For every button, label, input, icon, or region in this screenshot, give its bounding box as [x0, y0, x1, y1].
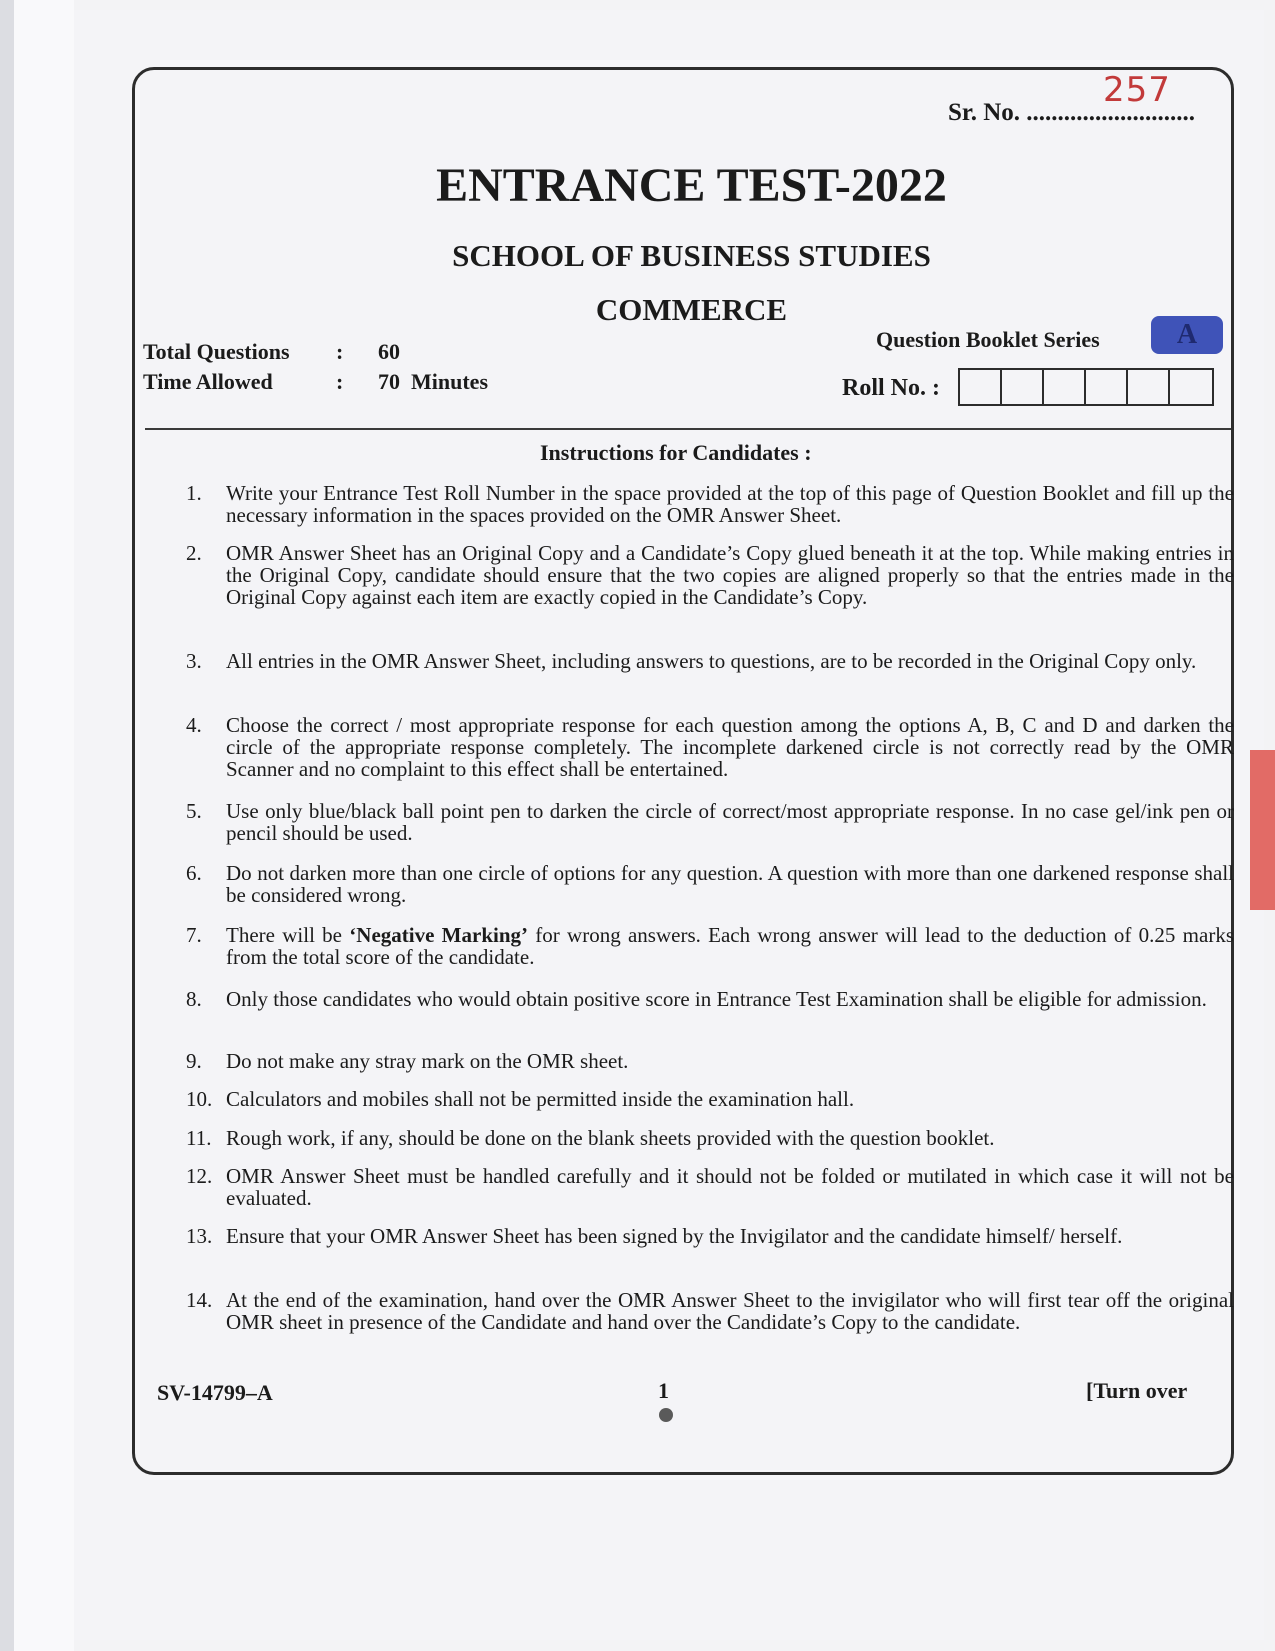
roll-number-boxes — [958, 368, 1214, 406]
instruction-item: 2. OMR Answer Sheet has an Original Copy and a Candidate’s Copy glued beneath it at the top. While making entries in the Original Copy, candidate should ensure that the two copies are aligned properly so that the entries made in the Original Copy against each item are exactly copied in the Candidate’s Copy. — [186, 541, 1234, 609]
turn-over-note: [Turn over — [1086, 1378, 1188, 1403]
instruction-item: 9. Do not make any stray mark on the OMR sheet. — [186, 1049, 629, 1073]
subject-name: COMMERCE — [595, 292, 788, 327]
instruction-item: 14. At the end of the examination, hand over the OMR Answer Sheet to the invigilator who will first tear off the original OMR sheet in presence of the Candidate and hand over the Candidate’s Copy to the candidate. — [186, 1288, 1234, 1334]
time-allowed-separator: : — [336, 369, 344, 394]
negative-marking-emphasis: ‘Negative Marking’ — [349, 923, 529, 947]
header-divider — [145, 428, 1231, 430]
serial-number-value: 257 — [1103, 70, 1171, 110]
booklet-series-badge: A — [1151, 316, 1223, 354]
roll-box — [1128, 370, 1170, 404]
instruction-item: 8. Only those candidates who would obtain positive score in Entrance Test Examination shall be eligible for admission. — [186, 987, 1207, 1011]
instruction-item: 5. Use only blue/black ball point pen to darken the circle of correct/most appropriate response. In no case gel/ink pen or pencil should be used. — [186, 799, 1234, 845]
instruction-item: 4. Choose the correct / most appropriate response for each question among the options A, B, C and D and darken the circle of the appropriate response completely. The incomplete darkened circle is not correctly read by the OMR Scanner and no complaint to this effect shall be entertained. — [186, 713, 1234, 781]
roll-number-label: Roll No. : — [842, 375, 940, 401]
red-tab-marker — [1250, 750, 1275, 910]
roll-box — [1002, 370, 1044, 404]
instruction-item: 3. All entries in the OMR Answer Sheet, including answers to questions, are to be recorded in the Original Copy only. — [186, 649, 1197, 673]
punch-mark — [659, 1408, 673, 1422]
instruction-item: 13. Ensure that your OMR Answer Sheet has been signed by the Invigilator and the candidate himself/ herself. — [186, 1224, 1123, 1248]
roll-box — [1086, 370, 1128, 404]
instruction-item: 1. Write your Entrance Test Roll Number in the space provided at the top of this page of Question Booklet and fill up the necessary information in the spaces provided on the OMR Answer Sheet. — [186, 481, 1234, 527]
negative-marking-text: There will be ‘Negative Marking’ for wrong answers. Each wrong answer will lead to the deduction of 0.25 marks from the total score of the candidate. — [226, 923, 1234, 969]
roll-box — [960, 370, 1002, 404]
roll-box — [1044, 370, 1086, 404]
page-title: ENTRANCE TEST-2022 — [436, 159, 947, 212]
instructions-heading: Instructions for Candidates : — [540, 440, 812, 465]
roll-box — [1170, 370, 1212, 404]
page-number: 1 — [658, 1378, 669, 1403]
total-questions-value: 60 — [378, 339, 400, 364]
scan-edge — [0, 0, 14, 1651]
instruction-item: 12. OMR Answer Sheet must be handled carefully and it should not be folded or mutilated in which case it will not be evaluated. — [186, 1164, 1234, 1210]
time-allowed-label: Time Allowed — [143, 369, 273, 394]
school-name: SCHOOL OF BUSINESS STUDIES — [452, 238, 931, 273]
instruction-item: 7. There will be ‘Negative Marking’ for wrong answers. Each wrong answer will lead to the deduction of 0.25 marks from the total score of the candidate. — [186, 924, 1234, 988]
instruction-item: 6. Do not darken more than one circle of options for any question. A question with more than one darkened response shall be considered wrong. — [186, 861, 1234, 907]
total-questions-separator: : — [336, 339, 344, 364]
total-questions-label: Total Questions — [143, 339, 290, 364]
instructions-list — [186, 482, 1234, 1349]
booklet-code: SV-14799–A — [157, 1380, 273, 1405]
instruction-item: 11. Rough work, if any, should be done on the blank sheets provided with the question booklet. — [186, 1126, 995, 1150]
time-allowed-value: 70 Minutes — [378, 369, 488, 394]
instruction-item: 10. Calculators and mobiles shall not be permitted inside the examination hall. — [186, 1087, 855, 1111]
booklet-series-label: Question Booklet Series — [876, 327, 1100, 352]
serial-number-label: Sr. No. ........................... — [948, 99, 1196, 126]
